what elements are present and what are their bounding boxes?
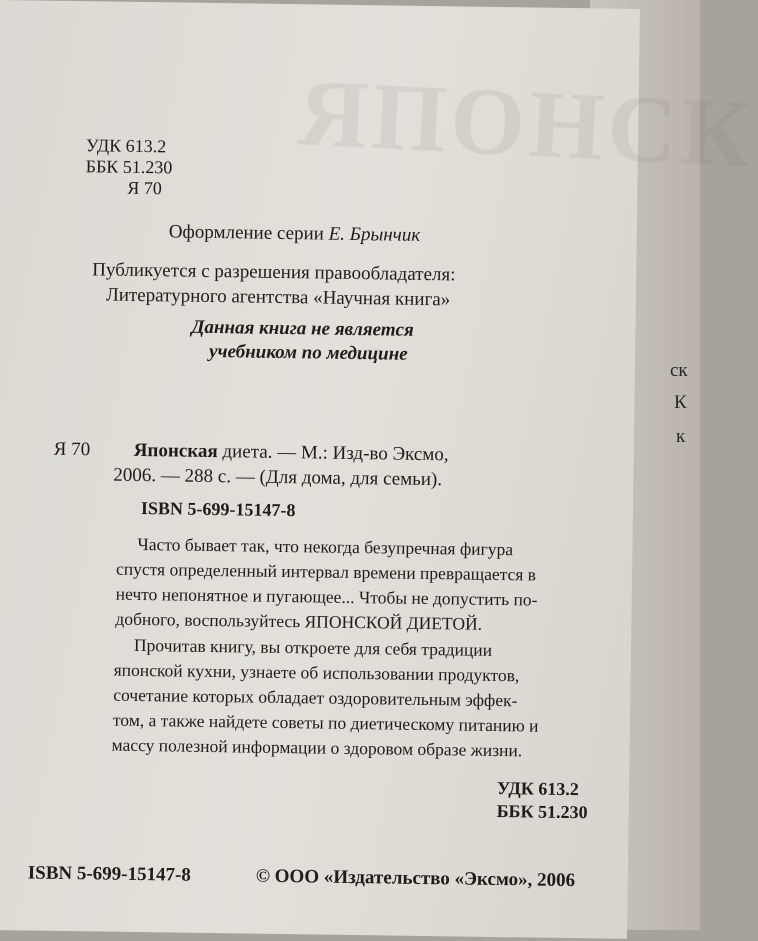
bib-line-2: 2006. — 288 с. — (Для дома, для семьи). xyxy=(113,464,443,491)
show-through-watermark: ЯПОНСК xyxy=(295,58,757,188)
series-design-credit xyxy=(169,221,421,247)
bbk-code: ББК 51.230 xyxy=(85,156,173,178)
annotation-line: сочетание которых обладает оздоровительным эффек- xyxy=(113,684,518,711)
permission-line-1: Публикуется с разрешения правообладателя: xyxy=(92,259,456,286)
footer-copyright: © ООО «Издательство «Эксмо», 2006 xyxy=(255,865,576,892)
disclaimer-line-1: Данная книга не является xyxy=(191,316,414,341)
annotation-line: Прочитав книгу, вы откроете для себя традиции xyxy=(133,634,493,660)
annotation-line: спустя определенный интервал времени превращается в xyxy=(115,558,537,585)
bleed-through-text: ск xyxy=(670,360,688,381)
series-designer: Е. Брынчик xyxy=(328,223,421,246)
annotation-line: добного, воспользуйтесь ЯПОНСКОЙ ДИЕТОЙ. xyxy=(115,608,483,634)
annotation-line: массу полезной информации о здоровом образе жизни. xyxy=(111,734,523,761)
bib-mark: Я 70 xyxy=(53,438,91,461)
disclaimer-line-2: учебником по медицине xyxy=(208,340,408,365)
permission-line-2: Литературного агентства «Научная книга» xyxy=(105,284,451,311)
author-mark: Я 70 xyxy=(127,177,163,199)
bib-title: Японская xyxy=(133,439,218,463)
udk-code: УДК 613.2 xyxy=(85,135,167,157)
bib-rest: диета. — М.: Изд-во Эксмо, xyxy=(222,441,449,466)
bleed-through-text: К xyxy=(674,392,687,413)
annotation-line: Часто бывает так, что некогда безупречная фигура xyxy=(137,533,514,560)
annotation-line: нечто непонятное и пугающее... Чтобы не допустить по- xyxy=(115,583,538,610)
bib-isbn: ISBN 5-699-15147-8 xyxy=(140,498,296,521)
bottom-bbk: ББК 51.230 xyxy=(496,801,588,823)
series-design-prefix: Оформление серии xyxy=(168,221,325,245)
bleed-through-text: к xyxy=(676,426,686,447)
annotation-line: японской кухни, узнаете об использовании продуктов, xyxy=(113,659,520,686)
footer-isbn: ISBN 5-699-15147-8 xyxy=(27,862,192,886)
bottom-udk: УДК 613.2 xyxy=(496,778,580,800)
bib-line-1 xyxy=(134,440,449,466)
annotation-line: том, а также найдете советы по диетическому питанию и xyxy=(112,709,539,736)
